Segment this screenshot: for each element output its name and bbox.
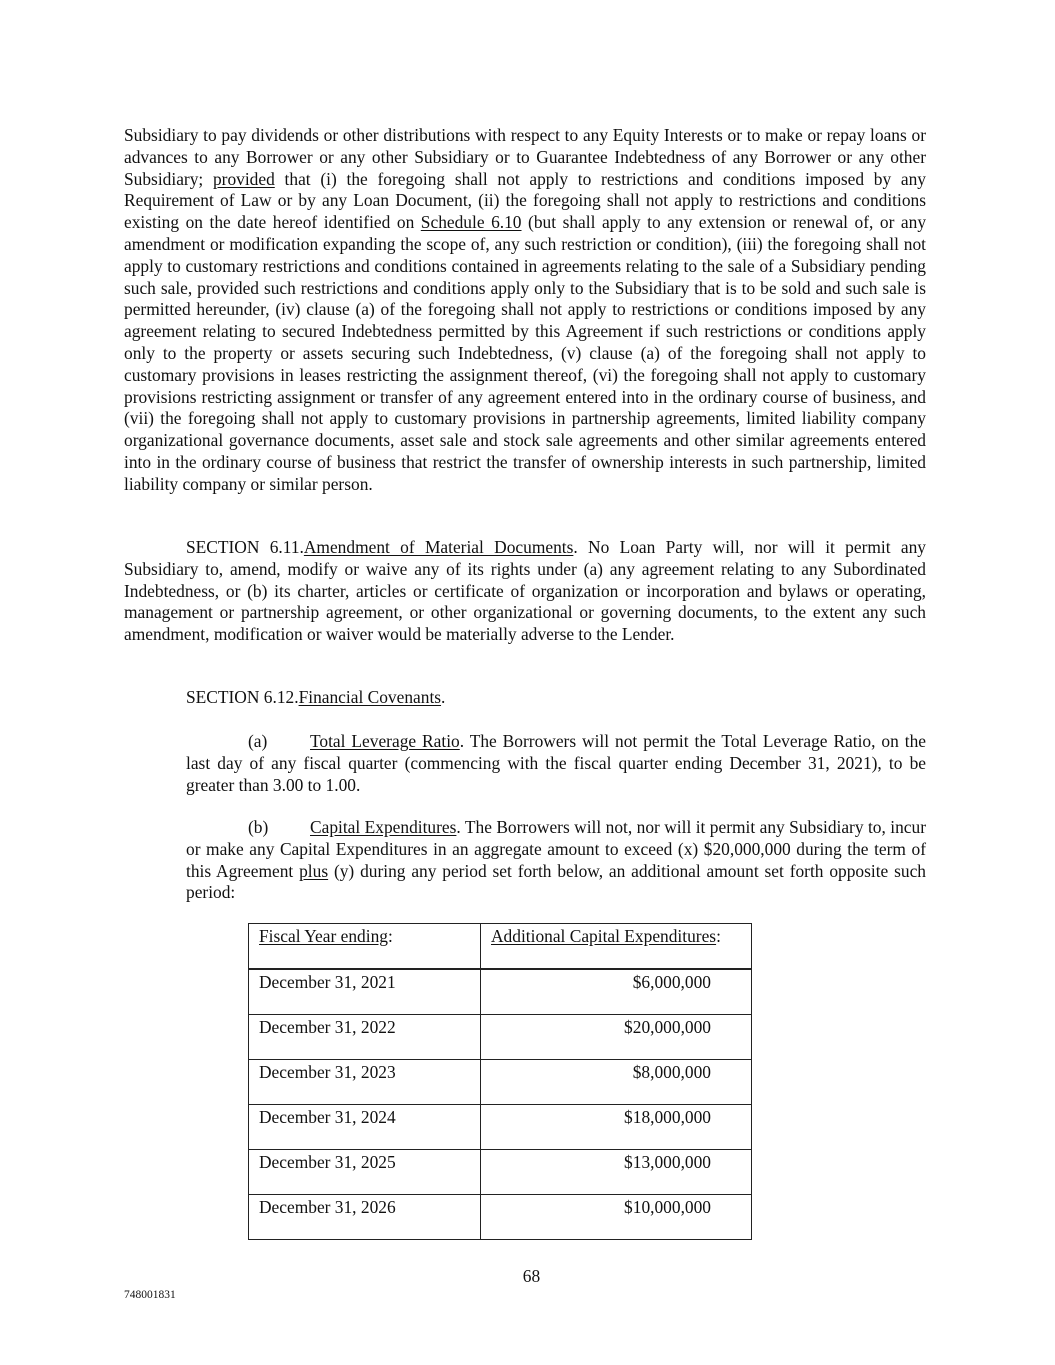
table-header-row xyxy=(249,924,752,970)
table-cell-amount: $13,000,000 xyxy=(481,1150,752,1195)
paragraph-text-a: Subsidiary to pay dividends or other distributions with respect to any Equity Interests or to make or repay loans or advances to any Borrower or any other Subsidiary or to Guarantee Indebtedness of any Borrower or any other Subsidiary; xyxy=(124,125,926,189)
plus-term: plus xyxy=(299,860,329,881)
table-cell-amount: $6,000,000 xyxy=(481,969,752,1015)
section-6-11 xyxy=(124,537,926,646)
table-cell-year: December 31, 2022 xyxy=(249,1015,481,1060)
document-id: 748001831 xyxy=(124,1289,176,1301)
table-cell-amount: $18,000,000 xyxy=(481,1105,752,1150)
table-row xyxy=(249,1150,752,1195)
subsection-b xyxy=(186,817,926,904)
fiscal-year-header-text: Fiscal Year ending xyxy=(259,926,388,946)
section-6-12-heading: Financial Covenants xyxy=(298,687,442,707)
subsection-a xyxy=(186,731,926,796)
table-row xyxy=(249,1015,752,1060)
table-row xyxy=(249,1195,752,1240)
table-row xyxy=(249,969,752,1015)
section-6-11-heading: Amendment of Material Documents xyxy=(303,537,574,557)
section-6-12-number: SECTION 6.12. xyxy=(186,687,299,707)
provided-term: provided xyxy=(212,168,275,189)
schedule-reference: Schedule 6.10 xyxy=(420,212,522,233)
subsection-a-label: (a) xyxy=(248,731,268,751)
table-row xyxy=(249,1105,752,1150)
additional-capex-header-text: Additional Capital Expenditures xyxy=(491,926,717,946)
table-header-additional-capex xyxy=(481,924,752,970)
table-cell-amount: $10,000,000 xyxy=(481,1195,752,1240)
section-6-11-body: . No Loan Party will, nor will it permit any Subsidiary to, amend, modify or waive any of its rights under (a) any agreement relating to any Subordinated Indebtedness, or (b) its charter, articles or certificate of organization or incorporation and bylaws or operating, management or partnership agreement, or other organizational or governing documents, to the extent any such amendment, modification or waiver would be materially adverse to the Lender. xyxy=(124,537,926,645)
subsection-b-heading: Capital Expenditures xyxy=(310,817,457,837)
section-6-12-period: . xyxy=(441,687,446,707)
section-6-11-number: SECTION 6.11. xyxy=(186,537,304,557)
table-cell-amount: $8,000,000 xyxy=(481,1060,752,1105)
header-colon: : xyxy=(716,926,721,946)
paragraph-text-c: (but shall apply to any extension or renewal of, or any amendment or modification expanding the scope of, any such restriction or condition), (iii) the foregoing shall not apply to customary restrictions and conditions contained in agreements relating to the sale of a Subsidiary pending such sale, provided such restrictions and conditions apply only to the Subsidiary that is to be sold and such sale is permitted hereunder, (iv) clause (a) of the foregoing shall not apply to restrictions or conditions imposed by any agreement relating to secured Indebtedness permitted by this Agreement if such restrictions or conditions apply only to the property or assets securing such Indebtedness, (v) clause (a) of the foregoing shall not apply to customary provisions in leases restricting the assignment thereof, (vi) the foregoing shall not apply to customary provisions restricting assignment or transfer of any agreement entered into in the ordinary course of business, and (vii) the foregoing shall not apply to customary provisions in partnership agreements, limited liability company organizational governance documents, asset sale and stock sale agreements and other similar agreements entered into in the ordinary course of business that restrict the transfer of ownership interests in such partnership, limited liability company or similar person. xyxy=(124,212,927,494)
capex-table xyxy=(248,923,752,1240)
table-row xyxy=(249,1060,752,1105)
section-6-12 xyxy=(124,687,926,709)
subsection-b-body-2: (y) during any period set forth below, an additional amount set forth opposite such period: xyxy=(186,860,926,903)
subsection-a-heading: Total Leverage Ratio xyxy=(310,731,460,751)
table-header-fiscal-year xyxy=(249,924,481,970)
table-cell-year: December 31, 2026 xyxy=(249,1195,481,1240)
table-cell-year: December 31, 2025 xyxy=(249,1150,481,1195)
paragraph-restrictions xyxy=(124,125,926,496)
subsection-b-label: (b) xyxy=(248,817,269,837)
paragraph-text-b: that (i) the foregoing shall not apply to restrictions and conditions imposed by any Requirement of Law or by any Loan Document, (ii) the foregoing shall not apply to restrictions and conditions existing on the date hereof identified on xyxy=(124,168,926,233)
header-colon: : xyxy=(387,926,393,946)
table-cell-year: December 31, 2024 xyxy=(249,1105,481,1150)
subsection-a-body: . The Borrowers will not permit the Total Leverage Ratio, on the last day of any fiscal quarter (commencing with the fiscal quarter ending December 31, 2021), to be greater than 3.00 to 1.00. xyxy=(186,731,926,795)
table-cell-amount: $20,000,000 xyxy=(481,1015,752,1060)
table-cell-year: December 31, 2023 xyxy=(249,1060,481,1105)
page-number: 68 xyxy=(522,1266,541,1286)
subsection-b-body-1: . The Borrowers will not, nor will it permit any Subsidiary to, incur or make any Capital Expenditures in an aggregate amount to exceed (x) $20,000,000 during the term of this Agreement xyxy=(186,817,926,881)
table-cell-year: December 31, 2021 xyxy=(249,969,481,1015)
